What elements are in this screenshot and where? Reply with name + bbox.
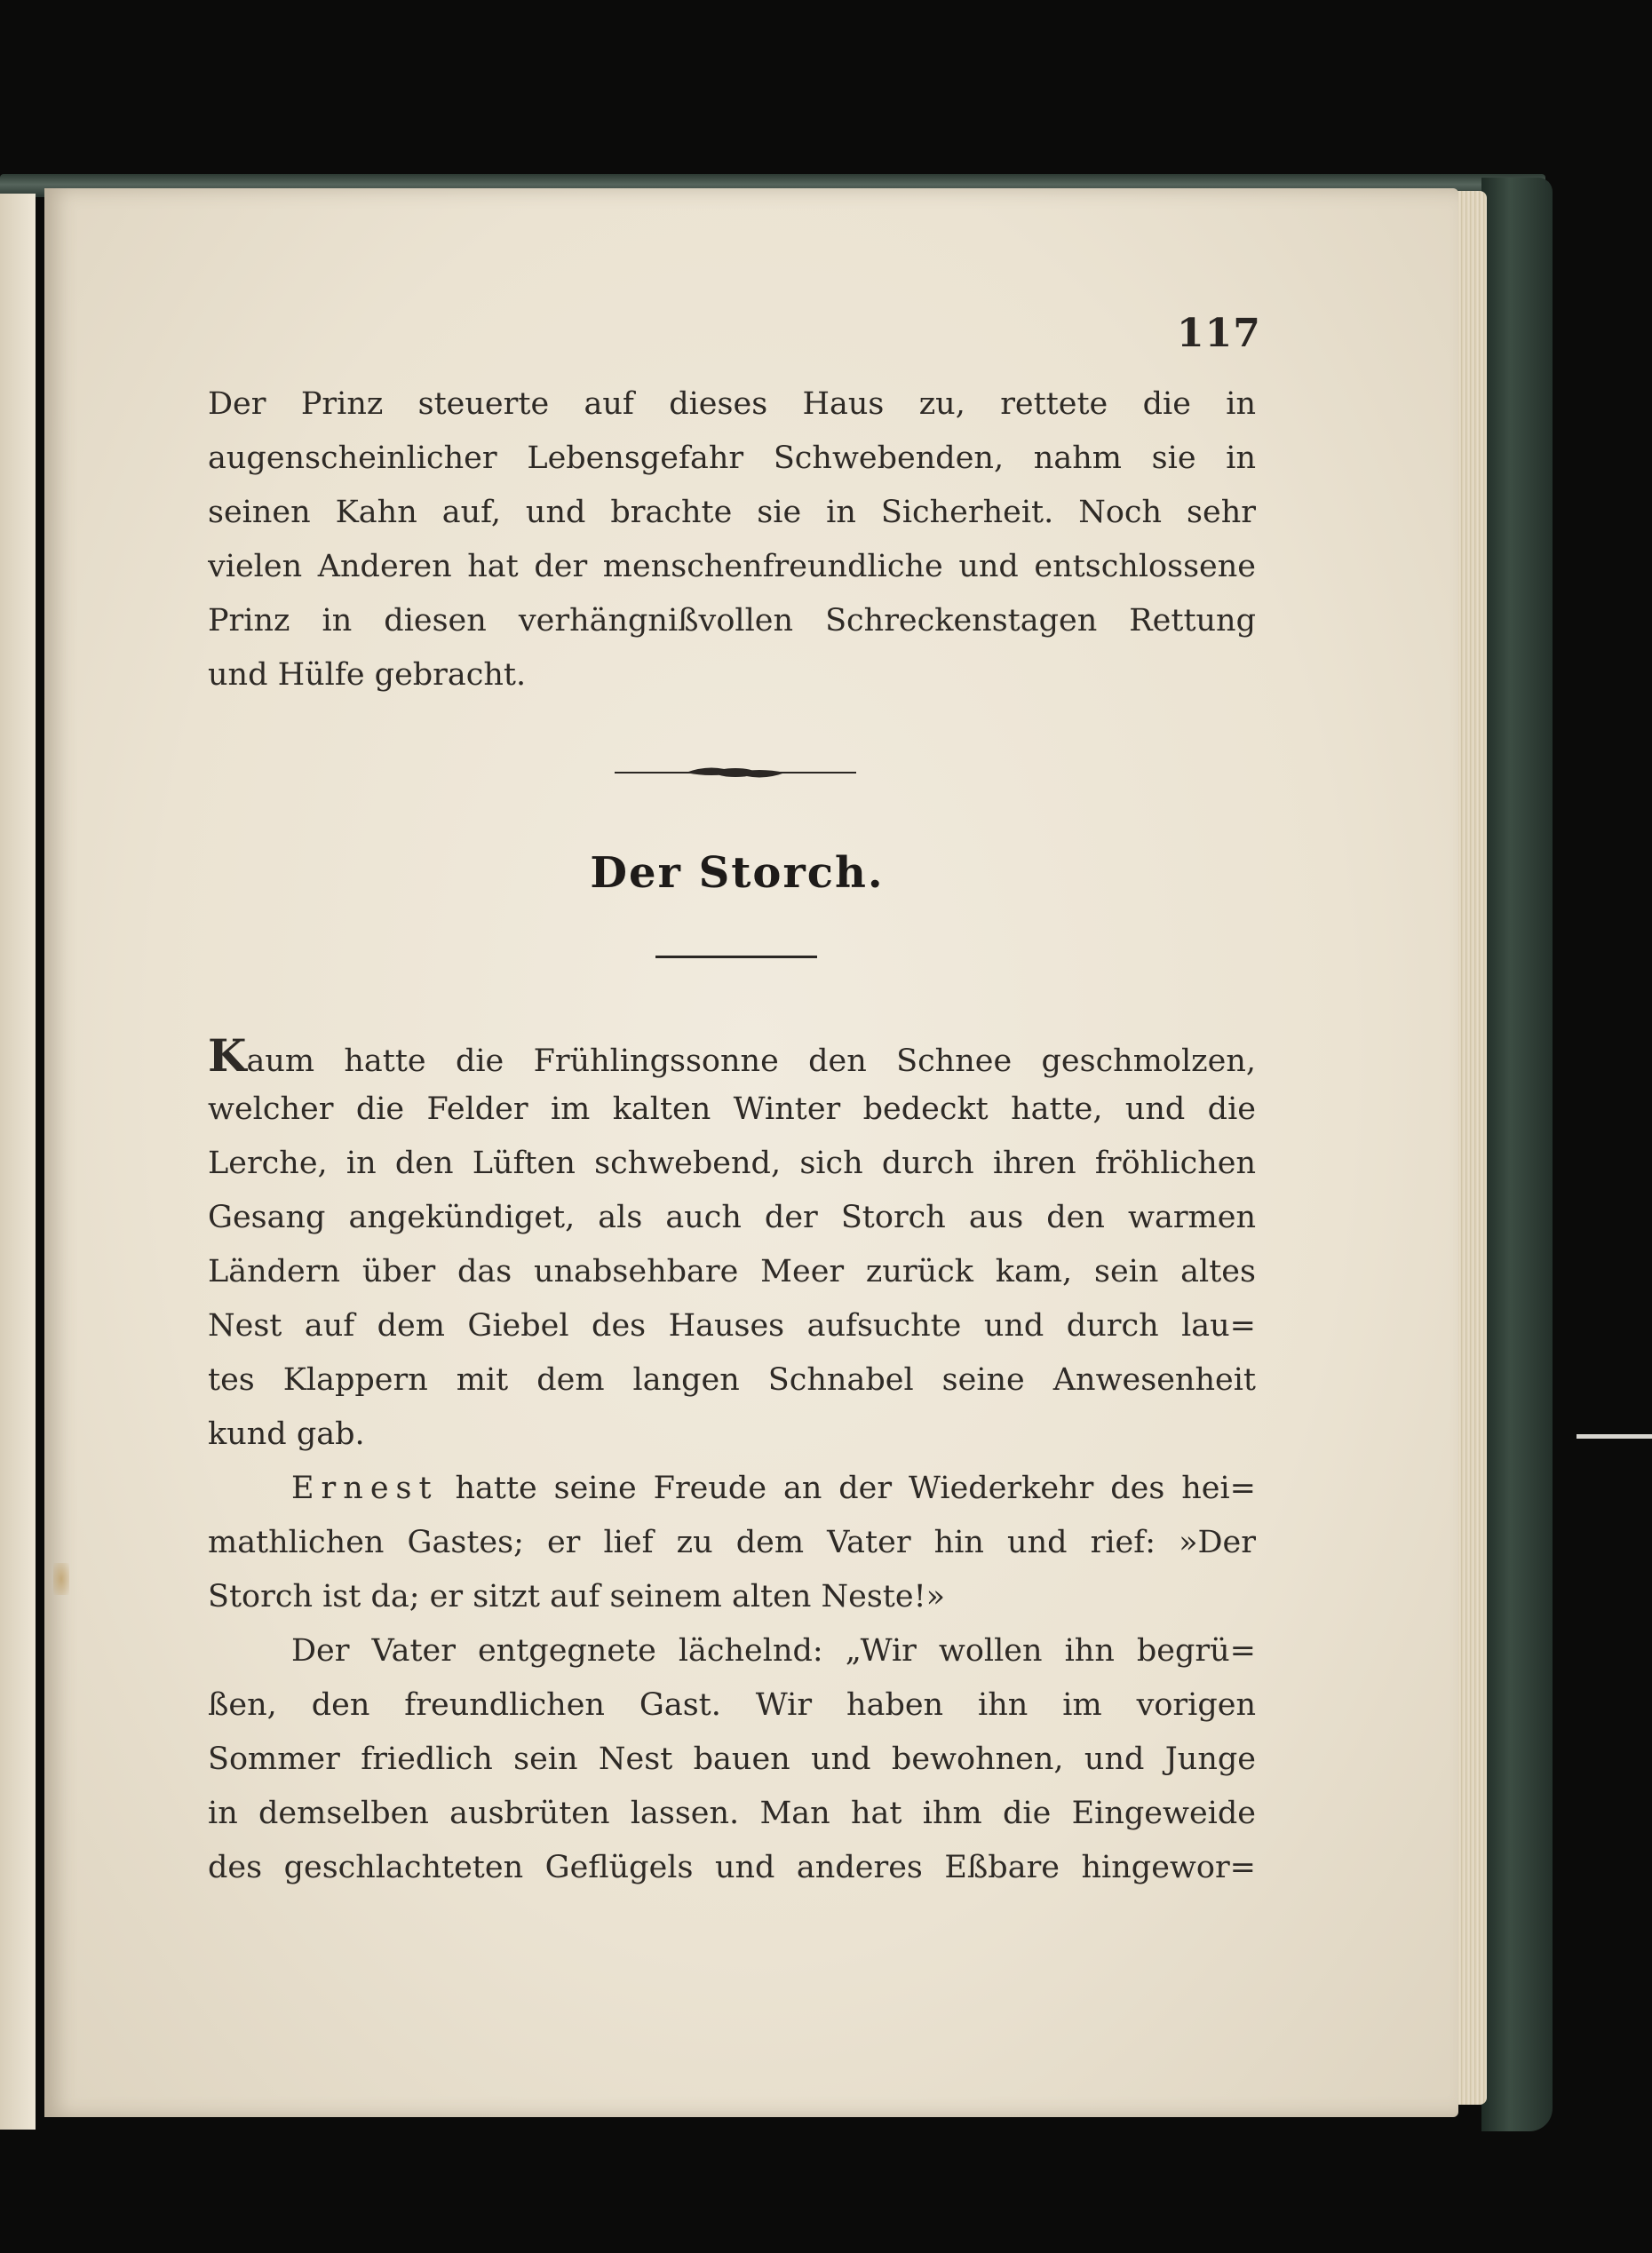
intro-paragraph [208,377,1256,702]
text-line: welcher die Felder im kalten Winter bedeckt hatte, und die [208,1091,1256,1127]
text-line: augenscheinlicher Lebensgefahr Schwebenden, nahm sie in [208,440,1256,476]
text-line: Der Vater entgegnete lächelnd: „Wir wollen ihn begrü= [291,1633,1256,1669]
text-line: Prinz in diesen verhängnißvollen Schreckenstagen Rettung [208,603,1256,639]
text-line: des geschlachteten Geflügels und anderes Eßbare hingewor= [208,1850,1256,1885]
text-line: seinen Kahn auf, und brachte sie in Sicherheit. Noch sehr [208,495,1256,530]
text-segment: aum hatte die Frühlingssonne den Schnee geschmolzen, [246,1043,1256,1079]
text-segment: hatte seine Freude an der Wiederkehr des hei= [438,1471,1256,1506]
book-cover-right-edge [1481,178,1553,2131]
chapter-title: Der Storch. [590,848,885,898]
title-rule [655,956,817,958]
text-line: vielen Anderen hat der menschenfreundliche und entschlossene [208,549,1256,584]
text-line: ßen, den freundlichen Gast. Wir haben ihn im vorigen [208,1687,1256,1723]
text-line: Lerche, in den Lüften schwebend, sich durch ihren fröhlichen [208,1146,1256,1181]
text-line: tes Klappern mit dem langen Schnabel seine Anwesenheit [208,1362,1256,1398]
text-line: mathlichen Gastes; er lief zu dem Vater hin und rief: »Der [208,1525,1256,1560]
text-line: Storch ist da; er sitzt auf seinem alten Neste!» [208,1579,946,1614]
text-line: Ländern über das unabsehbare Meer zurück kam, sein altes [208,1254,1256,1289]
text-line [208,1462,1256,1516]
facing-page-edge [0,194,36,2130]
text-line: Sommer friedlich sein Nest bauen und bewohnen, und Junge [208,1741,1256,1777]
spaced-name: Ernest [291,1471,439,1506]
text-line: in demselben ausbrüten lassen. Man hat ihm die Eingeweide [208,1796,1256,1831]
text-line: Gesang angekündiget, als auch der Storch aus den warmen [208,1200,1256,1235]
text-line [208,1028,1256,1083]
paragraph-storch [208,1028,1256,1895]
scan-clip-mark [1577,1434,1652,1439]
paper-stain [53,1563,69,1595]
drop-cap: K [208,1029,247,1082]
text-line: Der Prinz steuerte auf dieses Haus zu, rettete die in [208,386,1256,422]
text-line: Nest auf dem Giebel des Hauses aufsuchte und durch lau= [208,1308,1256,1344]
text-line: und Hülfe gebracht. [208,657,527,693]
ornament-divider [615,759,856,786]
text-line: kund gab. [208,1416,365,1452]
page-number: 117 [1177,311,1261,356]
